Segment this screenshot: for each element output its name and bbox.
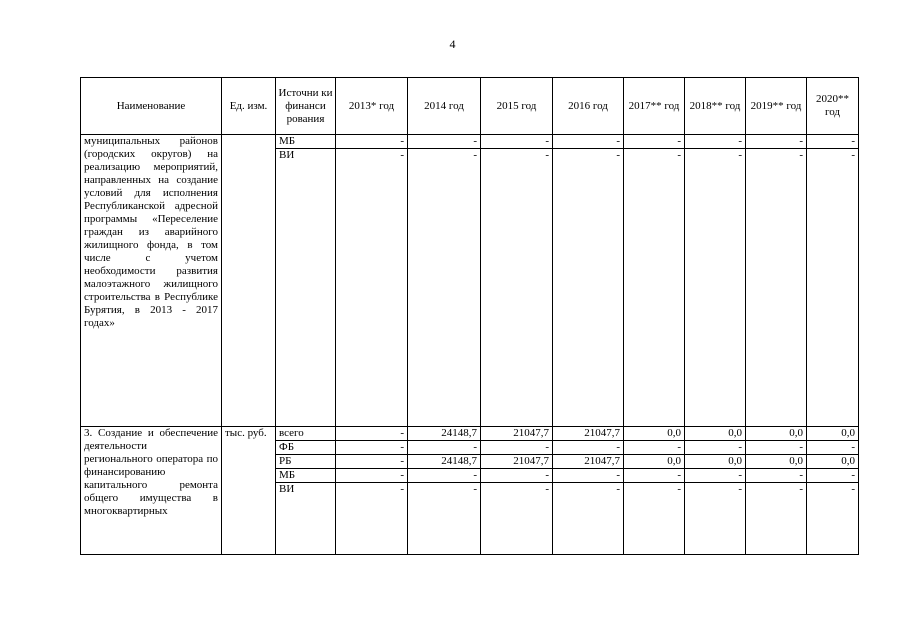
value-cell: - bbox=[408, 149, 481, 427]
header-year: 2017** год bbox=[624, 78, 685, 135]
source-cell: МБ bbox=[276, 469, 336, 483]
value-cell: - bbox=[685, 483, 746, 555]
value-cell: - bbox=[553, 149, 624, 427]
value-cell: - bbox=[553, 135, 624, 149]
value-cell: - bbox=[336, 469, 408, 483]
value-cell: - bbox=[336, 135, 408, 149]
page-number: 4 bbox=[449, 37, 456, 51]
value-cell: 24148,7 bbox=[408, 427, 481, 441]
value-cell: - bbox=[336, 427, 408, 441]
value-cell: - bbox=[481, 441, 553, 455]
value-cell: 21047,7 bbox=[481, 455, 553, 469]
header-year: 2019** год bbox=[746, 78, 807, 135]
table-row bbox=[81, 135, 859, 149]
value-cell: 21047,7 bbox=[481, 427, 553, 441]
header-year: 2018** год bbox=[685, 78, 746, 135]
value-cell: - bbox=[336, 455, 408, 469]
source-cell: ВИ bbox=[276, 149, 336, 427]
value-cell: - bbox=[685, 135, 746, 149]
item-name: муниципальных районов (городских округов) на реализацию мероприятий, направленных на создание условий для исполнения Республиканской адресной программы «Переселение граждан из аварийного жилищного фонда, в том числе с учетом необходимости развития малоэтажного жилищного строительства в Республике Бурятия, в 2013 - 2017 годах» bbox=[81, 135, 222, 427]
value-cell: - bbox=[746, 149, 807, 427]
value-cell: 0,0 bbox=[624, 455, 685, 469]
value-cell: 0,0 bbox=[746, 455, 807, 469]
source-cell: РБ bbox=[276, 455, 336, 469]
value-cell: - bbox=[624, 483, 685, 555]
source-cell: всего bbox=[276, 427, 336, 441]
value-cell: - bbox=[807, 149, 859, 427]
value-cell: - bbox=[481, 469, 553, 483]
value-cell: - bbox=[807, 441, 859, 455]
value-cell: - bbox=[685, 149, 746, 427]
value-cell: 0,0 bbox=[807, 455, 859, 469]
value-cell: - bbox=[746, 469, 807, 483]
value-cell: - bbox=[408, 469, 481, 483]
value-cell: - bbox=[481, 149, 553, 427]
header-year: 2020** год bbox=[807, 78, 859, 135]
header-year: 2014 год bbox=[408, 78, 481, 135]
value-cell: - bbox=[481, 135, 553, 149]
header-year: 2016 год bbox=[553, 78, 624, 135]
value-cell: - bbox=[746, 441, 807, 455]
value-cell: 0,0 bbox=[807, 427, 859, 441]
item-unit: тыс. руб. bbox=[222, 427, 276, 555]
item-name: 3. Создание и обеспечение деятельности регионального оператора по финансированию капитального ремонта общего имущества в многоквартирных bbox=[81, 427, 222, 555]
item-unit bbox=[222, 135, 276, 427]
value-cell: - bbox=[685, 441, 746, 455]
header-name: Наименование bbox=[81, 78, 222, 135]
header-year: 2013* год bbox=[336, 78, 408, 135]
value-cell: - bbox=[336, 149, 408, 427]
value-cell: 0,0 bbox=[624, 427, 685, 441]
value-cell: 0,0 bbox=[685, 427, 746, 441]
header-row bbox=[81, 78, 859, 135]
value-cell: - bbox=[408, 135, 481, 149]
value-cell: - bbox=[746, 483, 807, 555]
value-cell: - bbox=[807, 483, 859, 555]
value-cell: - bbox=[336, 441, 408, 455]
value-cell: - bbox=[336, 483, 408, 555]
value-cell: - bbox=[553, 469, 624, 483]
value-cell: - bbox=[807, 135, 859, 149]
value-cell: - bbox=[553, 483, 624, 555]
value-cell: - bbox=[624, 149, 685, 427]
value-cell: 0,0 bbox=[746, 427, 807, 441]
value-cell: - bbox=[408, 483, 481, 555]
value-cell: - bbox=[408, 441, 481, 455]
value-cell: 0,0 bbox=[685, 455, 746, 469]
value-cell: - bbox=[746, 135, 807, 149]
value-cell: - bbox=[553, 441, 624, 455]
value-cell: 21047,7 bbox=[553, 455, 624, 469]
value-cell: - bbox=[481, 483, 553, 555]
value-cell: - bbox=[624, 469, 685, 483]
source-cell: ФБ bbox=[276, 441, 336, 455]
header-source: Источни ки финанси рования bbox=[276, 78, 336, 135]
value-cell: - bbox=[685, 469, 746, 483]
header-unit: Ед. изм. bbox=[222, 78, 276, 135]
value-cell: 24148,7 bbox=[408, 455, 481, 469]
source-cell: МБ bbox=[276, 135, 336, 149]
value-cell: 21047,7 bbox=[553, 427, 624, 441]
source-cell: ВИ bbox=[276, 483, 336, 555]
header-year: 2015 год bbox=[481, 78, 553, 135]
financing-table bbox=[80, 77, 859, 555]
value-cell: - bbox=[624, 441, 685, 455]
value-cell: - bbox=[624, 135, 685, 149]
value-cell: - bbox=[807, 469, 859, 483]
table-row bbox=[81, 427, 859, 441]
